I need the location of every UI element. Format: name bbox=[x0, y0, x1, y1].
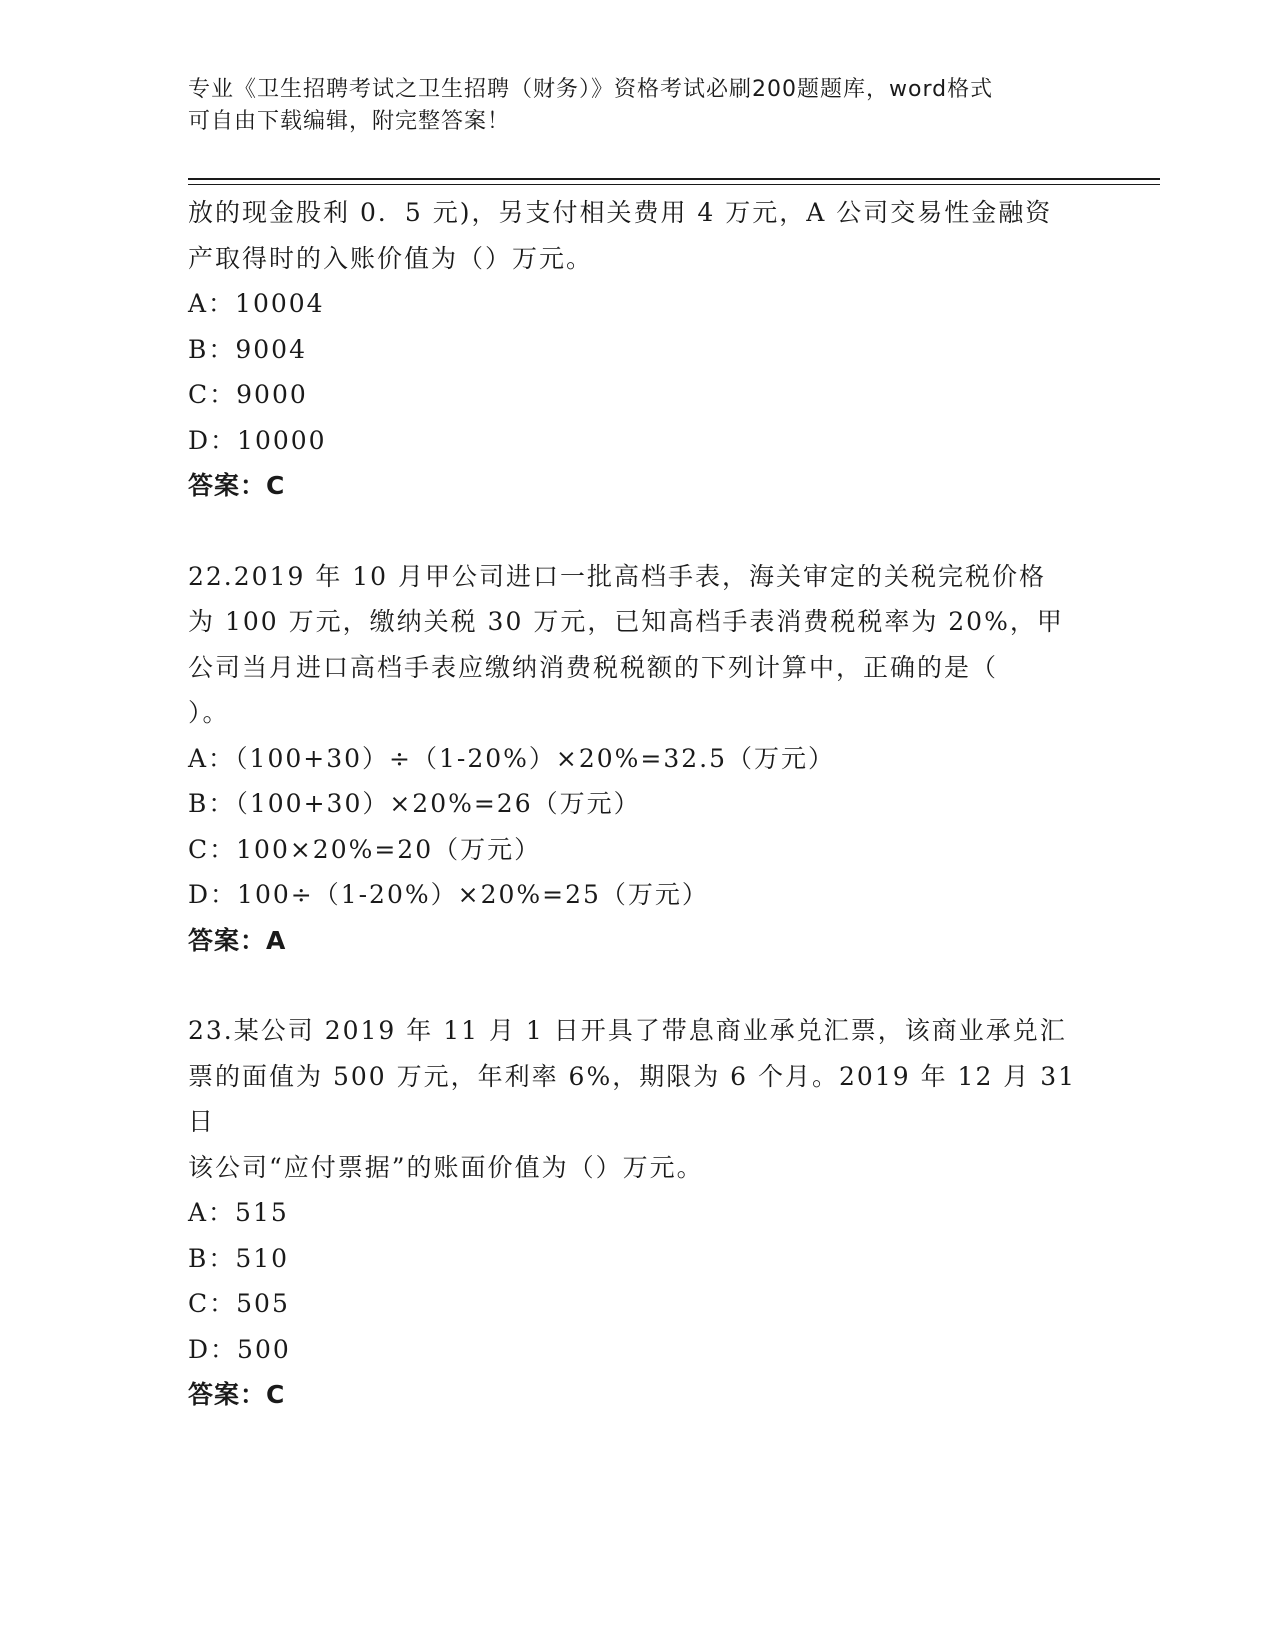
question-23 bbox=[188, 1008, 1088, 1418]
document-header bbox=[188, 74, 1088, 138]
question-text-line: 23.某公司 2019 年 11 月 1 日开具了带息商业承兑汇票，该商业承兑汇 bbox=[188, 1016, 1067, 1045]
header-divider-thin bbox=[188, 184, 1160, 185]
question-text-line: 该公司“应付票据”的账面价值为（）万元。 bbox=[188, 1152, 704, 1182]
question-text-line: ）。 bbox=[188, 698, 230, 727]
question-22 bbox=[188, 554, 1088, 964]
option-d: D：10000 bbox=[188, 425, 327, 455]
option-b: B：510 bbox=[188, 1243, 290, 1273]
option-a: A：（100+30）÷（1-20%）×20%=32.5（万元） bbox=[188, 743, 836, 773]
spacer bbox=[188, 963, 1088, 1008]
spacer bbox=[188, 509, 1088, 554]
question-21 bbox=[188, 190, 1088, 509]
option-d: D：500 bbox=[188, 1334, 291, 1364]
option-c: C：505 bbox=[188, 1289, 290, 1318]
question-text-line: 放的现金股利 0．5 元)，另支付相关费用 4 万元，A 公司交易性金融资 bbox=[188, 198, 1053, 227]
option-c: C：100×20%=20（万元） bbox=[188, 834, 542, 864]
answer: 答案：C bbox=[188, 471, 286, 500]
option-d: D：100÷（1-20%）×20%=25（万元） bbox=[188, 880, 709, 909]
question-text-line: 公司当月进口高档手表应缴纳消费税税额的下列计算中，正确的是（ bbox=[188, 652, 999, 682]
question-text-line: 票的面值为 500 万元，年利率 6%，期限为 6 个月。2019 年 12 月 31 日 bbox=[188, 1061, 1077, 1136]
header-title-line-2: 可自由下载编辑，附完整答案！ bbox=[188, 109, 511, 134]
header-title-line-1: 专业《卫生招聘考试之卫生招聘（财务）》资格考试必刷200题题库，word格式 bbox=[188, 77, 994, 102]
option-c: C：9000 bbox=[188, 380, 308, 409]
option-a: A：10004 bbox=[188, 289, 325, 318]
answer: 答案：A bbox=[188, 925, 287, 955]
question-text-line: 为 100 万元，缴纳关税 30 万元，已知高档手表消费税税率为 20%，甲 bbox=[188, 607, 1064, 636]
answer: 答案：C bbox=[188, 1380, 286, 1409]
header-divider-thick bbox=[188, 178, 1160, 180]
option-b: B：9004 bbox=[188, 334, 307, 364]
option-a: A：515 bbox=[188, 1198, 289, 1227]
document-body bbox=[188, 190, 1088, 1418]
question-text-line: 22.2019 年 10 月甲公司进口一批高档手表，海关审定的关税完税价格 bbox=[188, 561, 1047, 591]
question-text-line: 产取得时的入账价值为（）万元。 bbox=[188, 243, 594, 273]
option-b: B：（100+30）×20%=26（万元） bbox=[188, 789, 641, 818]
